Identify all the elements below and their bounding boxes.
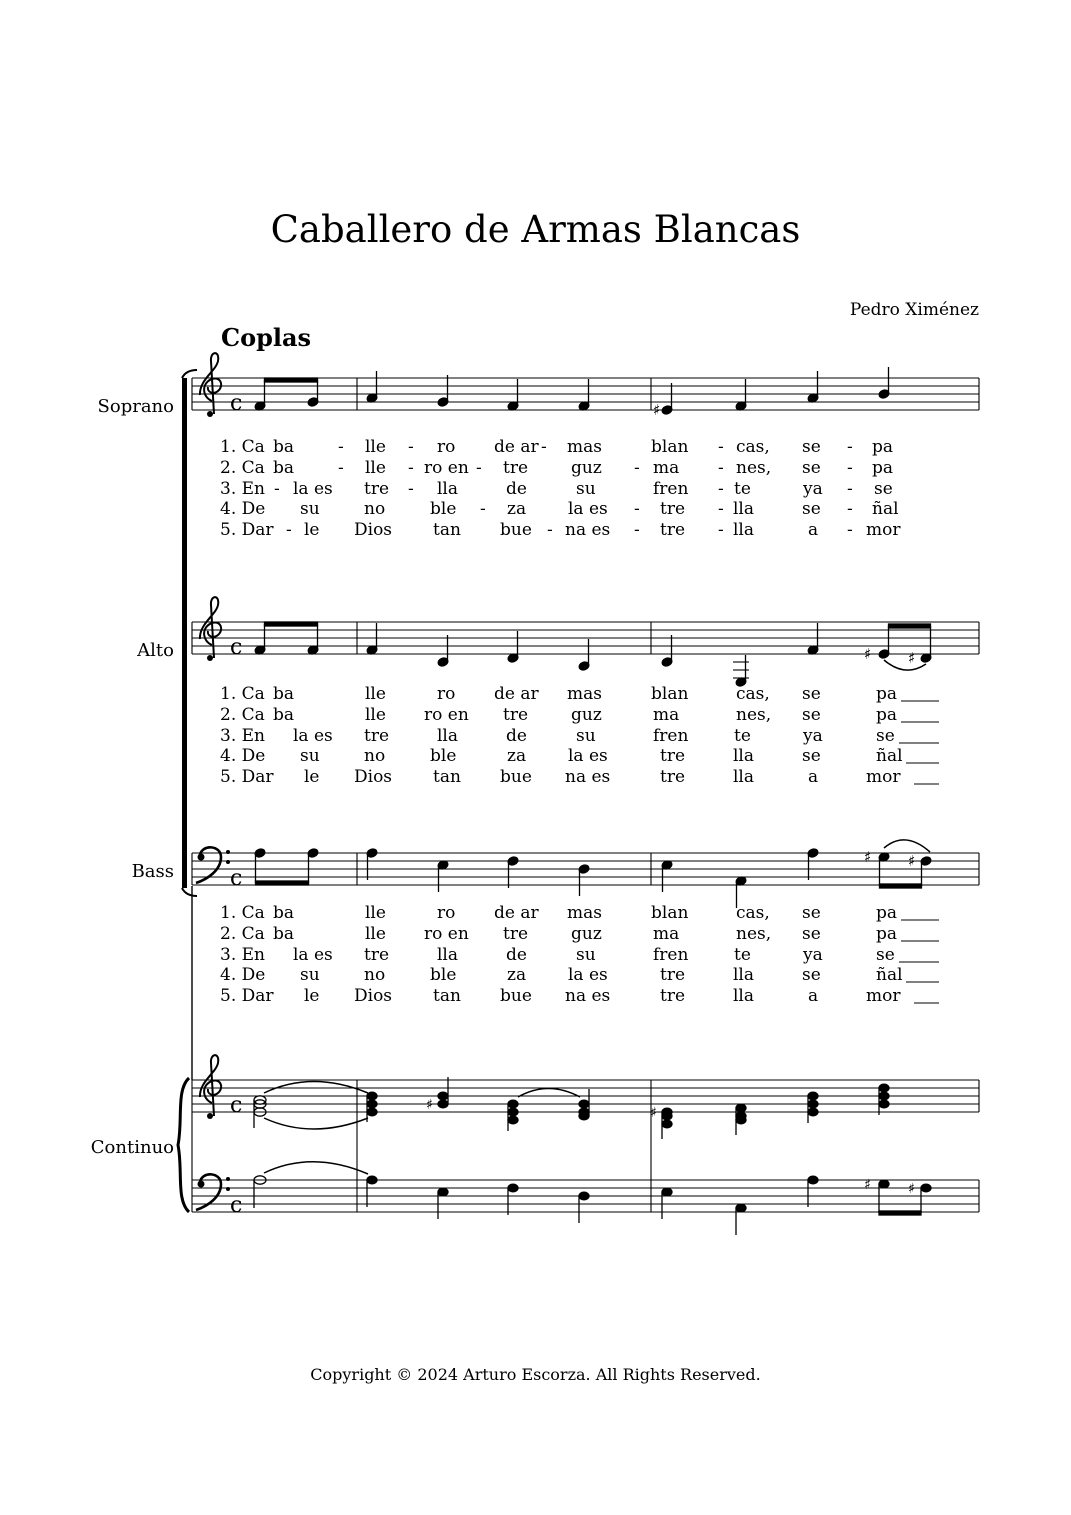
svg-text:tre: tre — [660, 767, 686, 787]
svg-text:cas,: cas, — [736, 684, 770, 704]
svg-text:-: - — [718, 437, 724, 457]
continuo-bass-notes — [254, 1176, 931, 1235]
svg-text:tre: tre — [660, 499, 686, 519]
svg-text:la es: la es — [568, 746, 608, 766]
svg-text:2. Ca: 2. Ca — [220, 458, 265, 478]
svg-text:na es: na es — [565, 767, 611, 787]
svg-text:guz: guz — [571, 705, 602, 725]
instrument-label-bass: Bass — [131, 861, 174, 882]
svg-text:ble: ble — [430, 746, 457, 766]
lyrics-verse-2 — [220, 705, 897, 725]
svg-text:-: - — [408, 458, 414, 478]
svg-text:se: se — [802, 499, 821, 519]
svg-text:1. Ca: 1. Ca — [220, 903, 265, 923]
lyrics-verse-5 — [220, 520, 901, 540]
instrument-label-continuo: Continuo — [90, 1137, 174, 1158]
svg-text:lla: lla — [437, 945, 459, 965]
slur — [884, 840, 930, 852]
svg-text:tre: tre — [660, 746, 686, 766]
svg-text:lla: lla — [733, 965, 755, 985]
time-signature: c — [230, 866, 243, 891]
svg-text:pa: pa — [876, 924, 898, 944]
soprano-lyrics — [220, 437, 901, 540]
sharp-icon — [426, 1097, 657, 1121]
score-title: Caballero de Armas Blancas — [270, 208, 801, 251]
svg-text:-: - — [408, 479, 414, 499]
svg-text:5. Dar: 5. Dar — [220, 767, 274, 787]
svg-text:-: - — [541, 437, 547, 457]
svg-text:ro: ro — [437, 903, 456, 923]
svg-text:se: se — [802, 705, 821, 725]
svg-text:ble: ble — [430, 965, 457, 985]
svg-text:blan: blan — [651, 437, 689, 457]
sharp-icon: ♯ — [864, 645, 872, 663]
svg-text:lla: lla — [437, 479, 459, 499]
treble-clef-icon — [200, 1055, 221, 1119]
svg-text:Dios: Dios — [354, 767, 393, 787]
svg-text:su: su — [576, 479, 596, 499]
svg-text:-: - — [718, 520, 724, 540]
svg-text:bue: bue — [500, 986, 532, 1006]
svg-text:su: su — [576, 726, 596, 746]
svg-text:de ar: de ar — [494, 684, 539, 704]
svg-text:lle: lle — [365, 458, 386, 478]
svg-text:bue: bue — [500, 767, 532, 787]
svg-text:nes,: nes, — [736, 705, 772, 725]
svg-text:4. De: 4. De — [220, 746, 266, 766]
svg-text:pa: pa — [876, 684, 898, 704]
svg-text:♯: ♯ — [908, 1181, 915, 1197]
ties — [264, 1082, 580, 1130]
continuo-brace — [178, 1078, 189, 1212]
svg-text:la es: la es — [293, 726, 333, 746]
svg-text:tan: tan — [433, 520, 461, 540]
time-signature: c — [230, 635, 243, 660]
lyrics-verse-1 — [220, 684, 897, 704]
svg-text:la es: la es — [293, 945, 333, 965]
svg-text:lla: lla — [733, 986, 755, 1006]
svg-text:lla: lla — [733, 746, 755, 766]
svg-text:blan: blan — [651, 684, 689, 704]
instrument-label-alto: Alto — [137, 640, 174, 661]
svg-text:mor: mor — [866, 767, 901, 787]
svg-text:♯: ♯ — [426, 1097, 433, 1113]
svg-text:ñal: ñal — [876, 746, 903, 766]
svg-text:tre: tre — [364, 726, 390, 746]
svg-text:-: - — [847, 479, 853, 499]
svg-text:de ar: de ar — [494, 437, 539, 457]
svg-text:Dios: Dios — [354, 986, 393, 1006]
bass-notes — [254, 848, 932, 908]
svg-text:lla: lla — [733, 520, 755, 540]
svg-text:se: se — [802, 437, 821, 457]
svg-text:tan: tan — [433, 986, 461, 1006]
svg-text:le: le — [304, 520, 320, 540]
sharp-icon: ♯ — [864, 848, 872, 866]
svg-text:de: de — [506, 479, 527, 499]
svg-text:se: se — [876, 726, 895, 746]
lyrics-verse-1 — [220, 437, 893, 457]
svg-text:3. En: 3. En — [220, 945, 265, 965]
svg-text:cas,: cas, — [736, 903, 770, 923]
svg-text:ba: ba — [273, 903, 295, 923]
svg-text:ba: ba — [273, 684, 295, 704]
svg-text:ro: ro — [437, 684, 456, 704]
svg-text:za: za — [507, 746, 527, 766]
alto-lyrics — [220, 684, 939, 787]
svg-text:no: no — [364, 746, 386, 766]
svg-text:-: - — [338, 437, 344, 457]
svg-text:pa: pa — [872, 437, 894, 457]
svg-text:ma: ma — [653, 458, 680, 478]
svg-text:-: - — [634, 458, 640, 478]
svg-text:nes,: nes, — [736, 924, 772, 944]
svg-text:pa: pa — [876, 903, 898, 923]
svg-text:de: de — [506, 945, 527, 965]
svg-text:-: - — [286, 520, 292, 540]
svg-text:guz: guz — [571, 458, 602, 478]
copyright-notice: Copyright © 2024 Arturo Escorza. All Rights Reserved. — [310, 1365, 761, 1384]
svg-text:mas: mas — [567, 684, 602, 704]
svg-text:ble: ble — [430, 499, 457, 519]
svg-text:ya: ya — [803, 479, 823, 499]
time-signature: c — [230, 391, 243, 416]
svg-text:tre: tre — [503, 924, 529, 944]
svg-text:2. Ca: 2. Ca — [220, 924, 265, 944]
time-signature: c — [230, 1193, 243, 1218]
svg-text:ya: ya — [803, 726, 823, 746]
svg-text:-: - — [847, 437, 853, 457]
svg-text:3. En: 3. En — [220, 479, 265, 499]
sharp-icon: ♯ — [908, 649, 916, 667]
svg-text:mas: mas — [567, 437, 602, 457]
svg-text:ba: ba — [273, 437, 295, 457]
svg-text:-: - — [476, 458, 482, 478]
svg-text:ba: ba — [273, 458, 295, 478]
lyrics-verse-4 — [220, 499, 899, 519]
lyrics-verse-5 — [220, 767, 901, 787]
svg-text:ba: ba — [273, 924, 295, 944]
svg-text:le: le — [304, 767, 320, 787]
svg-text:na es: na es — [565, 520, 611, 540]
svg-text:pa: pa — [872, 458, 894, 478]
svg-text:5. Dar: 5. Dar — [220, 986, 274, 1006]
svg-text:se: se — [802, 965, 821, 985]
svg-text:se: se — [802, 458, 821, 478]
svg-text:5. Dar: 5. Dar — [220, 520, 274, 540]
svg-text:tre: tre — [660, 520, 686, 540]
svg-text:a: a — [808, 986, 819, 1006]
composer-name: Pedro Ximénez — [849, 300, 979, 320]
lyrics-verse-4 — [220, 746, 903, 766]
svg-text:a: a — [808, 520, 819, 540]
lyrics-verse-4 — [220, 965, 903, 985]
treble-clef-icon — [200, 353, 221, 417]
svg-text:su: su — [300, 499, 320, 519]
svg-text:guz: guz — [571, 924, 602, 944]
svg-text:se: se — [876, 945, 895, 965]
lyrics-verse-2 — [220, 924, 897, 944]
svg-text:a: a — [808, 767, 819, 787]
svg-text:ma: ma — [653, 924, 680, 944]
bass-lyrics — [220, 903, 939, 1006]
svg-text:-: - — [408, 437, 414, 457]
svg-text:ma: ma — [653, 705, 680, 725]
treble-clef-icon — [200, 597, 221, 661]
ledger-lines — [733, 662, 749, 678]
svg-text:-: - — [847, 499, 853, 519]
svg-text:ro: ro — [437, 437, 456, 457]
svg-text:ya: ya — [803, 945, 823, 965]
svg-text:1. Ca: 1. Ca — [220, 437, 265, 457]
svg-text:tre: tre — [503, 705, 529, 725]
svg-text:-: - — [634, 520, 640, 540]
svg-text:su: su — [576, 945, 596, 965]
svg-text:-: - — [718, 499, 724, 519]
choir-bracket — [182, 370, 197, 896]
svg-text:su: su — [300, 965, 320, 985]
svg-text:tre: tre — [364, 479, 390, 499]
svg-text:4. De: 4. De — [220, 499, 266, 519]
svg-text:4. De: 4. De — [220, 965, 266, 985]
svg-text:tan: tan — [433, 767, 461, 787]
svg-text:za: za — [507, 499, 527, 519]
sharp-icon: ♯ — [653, 401, 661, 419]
svg-text:ba: ba — [273, 705, 295, 725]
svg-text:lle: lle — [365, 924, 386, 944]
svg-text:lle: lle — [365, 684, 386, 704]
svg-text:se: se — [802, 924, 821, 944]
svg-text:ñal: ñal — [872, 499, 899, 519]
svg-text:-: - — [847, 520, 853, 540]
svg-text:tre: tre — [660, 965, 686, 985]
svg-text:1. Ca: 1. Ca — [220, 684, 265, 704]
svg-text:mor: mor — [866, 520, 901, 540]
svg-text:te: te — [734, 726, 751, 746]
svg-text:la es: la es — [293, 479, 333, 499]
svg-text:lle: lle — [365, 903, 386, 923]
svg-text:lla: lla — [733, 499, 755, 519]
svg-text:tre: tre — [503, 458, 529, 478]
svg-text:la es: la es — [568, 965, 608, 985]
svg-text:cas,: cas, — [736, 437, 770, 457]
svg-text:ro en: ro en — [424, 458, 469, 478]
svg-text:-: - — [480, 499, 486, 519]
svg-text:pa: pa — [876, 705, 898, 725]
svg-text:la es: la es — [568, 499, 608, 519]
section-marking: Coplas — [221, 323, 312, 352]
lyrics-verse-1 — [220, 903, 897, 923]
svg-text:za: za — [507, 965, 527, 985]
svg-text:le: le — [304, 986, 320, 1006]
svg-text:na es: na es — [565, 986, 611, 1006]
alto-notes — [254, 622, 932, 687]
svg-text:-: - — [847, 458, 853, 478]
svg-text:de ar: de ar — [494, 903, 539, 923]
svg-text:tre: tre — [364, 945, 390, 965]
svg-text:bue: bue — [500, 520, 532, 540]
svg-text:lle: lle — [365, 437, 386, 457]
svg-text:♯: ♯ — [864, 1177, 871, 1193]
svg-text:lla: lla — [437, 726, 459, 746]
svg-text:ñal: ñal — [876, 965, 903, 985]
svg-text:Dios: Dios — [354, 520, 393, 540]
svg-text:-: - — [718, 479, 724, 499]
svg-text:fren: fren — [653, 945, 689, 965]
svg-text:te: te — [734, 479, 751, 499]
svg-text:se: se — [802, 746, 821, 766]
svg-text:-: - — [634, 499, 640, 519]
svg-text:se: se — [802, 684, 821, 704]
svg-text:mas: mas — [567, 903, 602, 923]
svg-text:ro en: ro en — [424, 924, 469, 944]
svg-text:se: se — [874, 479, 893, 499]
svg-text:-: - — [274, 479, 280, 499]
svg-text:-: - — [718, 458, 724, 478]
time-signature: c — [230, 1093, 243, 1118]
soprano-notes — [254, 367, 890, 415]
svg-text:se: se — [802, 903, 821, 923]
lyrics-verse-2 — [220, 458, 893, 478]
lyrics-verse-5 — [220, 986, 901, 1006]
lyrics-verse-3 — [220, 945, 895, 965]
tie — [264, 1162, 368, 1174]
sharp-icon: ♯ — [908, 852, 916, 870]
svg-text:fren: fren — [653, 726, 689, 746]
svg-text:3. En: 3. En — [220, 726, 265, 746]
slur — [884, 660, 926, 670]
lyrics-verse-3 — [220, 726, 895, 746]
svg-text:ro en: ro en — [424, 705, 469, 725]
svg-text:nes,: nes, — [736, 458, 772, 478]
lyrics-verse-3 — [220, 479, 893, 499]
svg-text:su: su — [300, 746, 320, 766]
svg-text:fren: fren — [653, 479, 689, 499]
svg-text:mor: mor — [866, 986, 901, 1006]
svg-text:-: - — [547, 520, 553, 540]
svg-text:no: no — [364, 499, 386, 519]
svg-text:-: - — [338, 458, 344, 478]
svg-text:te: te — [734, 945, 751, 965]
svg-text:no: no — [364, 965, 386, 985]
svg-text:♯: ♯ — [650, 1105, 657, 1121]
svg-text:lla: lla — [733, 767, 755, 787]
svg-text:lle: lle — [365, 705, 386, 725]
svg-text:blan: blan — [651, 903, 689, 923]
svg-text:tre: tre — [660, 986, 686, 1006]
instrument-label-soprano: Soprano — [97, 396, 174, 417]
svg-text:de: de — [506, 726, 527, 746]
svg-text:2. Ca: 2. Ca — [220, 705, 265, 725]
